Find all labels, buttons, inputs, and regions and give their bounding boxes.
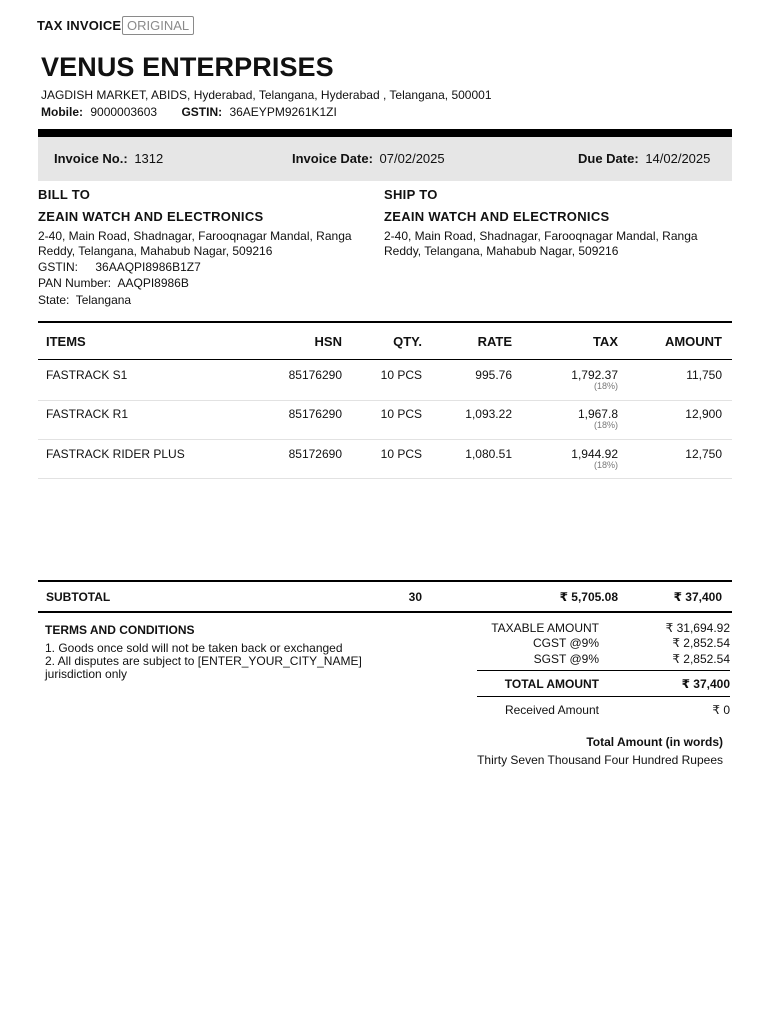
company-address: JAGDISH MARKET, ABIDS, Hyderabad, Telangana, Hyderabad , Telangana, 500001 — [41, 88, 492, 102]
subtotal-qty: 30 — [408, 590, 422, 604]
document-type: TAX INVOICE — [37, 18, 122, 33]
subtotal-amount: ₹ 37,400 — [673, 590, 722, 604]
company-contact — [41, 105, 337, 119]
table-row-amount: 12,750 — [685, 447, 722, 461]
table-row-divider — [38, 478, 732, 479]
ship-to-address-1: 2-40, Main Road, Shadnagar, Farooqnagar Mandal, Ranga — [384, 229, 698, 243]
terms-heading: TERMS AND CONDITIONS — [45, 623, 195, 637]
table-row-tax: 1,792.37 — [571, 368, 618, 382]
table-row-hsn: 85176290 — [288, 368, 342, 382]
table-row-item: FASTRACK R1 — [46, 407, 129, 421]
company-name: VENUS ENTERPRISES — [41, 52, 334, 82]
invoice-number — [54, 151, 163, 166]
bill-to-pan-value: AAQPI8986B — [117, 276, 189, 290]
invoice-date — [292, 151, 445, 166]
subtotal-bottom-rule — [38, 611, 732, 613]
table-row-tax: 1,944.92 — [571, 447, 618, 461]
table-row-divider — [38, 439, 732, 440]
header-divider — [38, 129, 732, 137]
table-row-amount: 12,900 — [685, 407, 722, 421]
total-amount-value: ₹ 37,400 — [681, 677, 730, 691]
sgst-value: ₹ 2,852.54 — [672, 652, 730, 666]
bill-to-pan-label: PAN Number: — [38, 276, 112, 290]
bill-to-state-label: State: — [38, 293, 70, 307]
table-row-qty: 10 PCS — [380, 407, 422, 421]
column-header-qty: QTY. — [393, 334, 422, 349]
mobile-value: 9000003603 — [90, 105, 158, 119]
bill-to-state — [38, 293, 131, 309]
invoice-date-value: 07/02/2025 — [379, 151, 445, 166]
bill-to-heading: BILL TO — [38, 187, 91, 202]
column-header-rate: RATE — [477, 334, 512, 349]
total-amount-label: TOTAL AMOUNT — [504, 677, 599, 691]
due-date-label: Due Date: — [578, 151, 639, 166]
copy-badge: ORIGINAL — [122, 16, 194, 35]
cgst-label: CGST @9% — [533, 636, 599, 650]
invoice-number-label: Invoice No.: — [54, 151, 128, 166]
bill-to-name: ZEAIN WATCH AND ELECTRONICS — [38, 209, 264, 224]
table-row-divider — [38, 400, 732, 401]
bill-to-address-2: Reddy, Telangana, Mahabub Nagar, 509216 — [38, 244, 273, 258]
table-row-item: FASTRACK RIDER PLUS — [46, 447, 185, 461]
table-row-tax: 1,967.8 — [577, 407, 618, 421]
table-row-rate: 1,093.22 — [465, 407, 512, 421]
bill-to-pan — [38, 276, 189, 292]
table-row-item: FASTRACK S1 — [46, 368, 128, 382]
gstin-value: 36AEYPM9261K1ZI — [229, 105, 337, 119]
subtotal-tax: ₹ 5,705.08 — [559, 590, 618, 604]
table-row-qty: 10 PCS — [380, 447, 422, 461]
bill-to-address-1: 2-40, Main Road, Shadnagar, Farooqnagar Mandal, Ranga — [38, 229, 352, 243]
column-header-amount: AMOUNT — [664, 334, 722, 349]
column-header-hsn: HSN — [314, 334, 342, 349]
table-top-rule — [38, 321, 732, 323]
cgst-value: ₹ 2,852.54 — [672, 636, 730, 650]
subtotal-label: SUBTOTAL — [46, 590, 111, 604]
taxable-amount-value: ₹ 31,694.92 — [665, 621, 730, 635]
received-amount-label: Received Amount — [504, 703, 599, 717]
ship-to-heading: SHIP TO — [384, 187, 438, 202]
table-row-qty: 10 PCS — [380, 368, 422, 382]
terms-line-3: jurisdiction only — [45, 667, 128, 681]
invoice-number-value: 1312 — [134, 151, 164, 166]
ship-to-address-2: Reddy, Telangana, Mahabub Nagar, 509216 — [384, 244, 619, 258]
bill-to-gstin — [38, 260, 201, 276]
table-header-rule — [38, 359, 732, 360]
table-row-tax-rate: (18%) — [593, 381, 618, 391]
total-top-rule — [477, 670, 730, 671]
table-row-tax-rate: (18%) — [593, 420, 618, 430]
taxable-amount-label: TAXABLE AMOUNT — [491, 621, 599, 635]
invoice-date-label: Invoice Date: — [292, 151, 373, 166]
table-row-rate: 995.76 — [475, 368, 512, 382]
due-date — [578, 151, 710, 166]
received-amount-value: ₹ 0 — [712, 703, 730, 717]
terms-line-2: 2. All disputes are subject to [ENTER_YOUR_CITY_NAME] — [45, 654, 362, 668]
table-row-hsn: 85176290 — [288, 407, 342, 421]
gstin-label: GSTIN: — [181, 105, 223, 119]
column-header-items: ITEMS — [46, 334, 86, 349]
table-row-amount: 11,750 — [686, 368, 722, 382]
bill-to-state-value: Telangana — [75, 293, 132, 307]
due-date-value: 14/02/2025 — [645, 151, 711, 166]
total-bottom-rule — [477, 696, 730, 697]
mobile-label: Mobile: — [41, 105, 83, 119]
subtotal-top-rule — [38, 580, 732, 582]
total-words-value: Thirty Seven Thousand Four Hundred Rupees — [477, 753, 723, 767]
ship-to-name: ZEAIN WATCH AND ELECTRONICS — [384, 209, 610, 224]
terms-line-1: 1. Goods once sold will not be taken back or exchanged — [45, 641, 343, 655]
sgst-label: SGST @9% — [533, 652, 599, 666]
table-row-tax-rate: (18%) — [593, 460, 618, 470]
table-row-hsn: 85172690 — [288, 447, 342, 461]
bill-to-gstin-value: 36AAQPI8986B1Z7 — [95, 260, 201, 274]
table-row-rate: 1,080.51 — [465, 447, 512, 461]
bill-to-gstin-label: GSTIN: — [38, 260, 79, 274]
column-header-tax: TAX — [592, 334, 618, 349]
total-words-label: Total Amount (in words) — [586, 735, 723, 749]
